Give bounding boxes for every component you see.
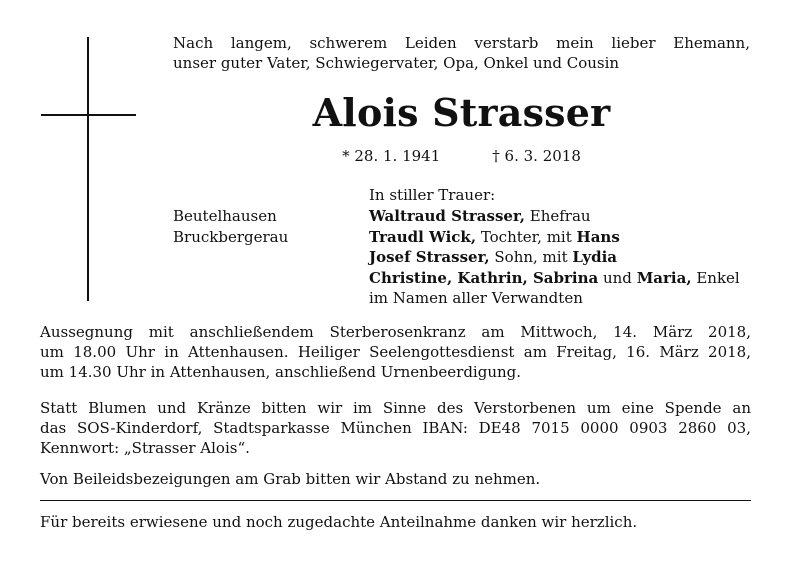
text-line: das SOS-Kinderdorf, Stadtsparkasse München IBAN: DE48 7015 0000 0903 2860 03, [40,419,751,437]
mourner-name: Christine, Kathrin, Sabrina [369,268,599,287]
mourning-label: In stiller Trauer: [369,186,496,204]
intro-line: Nach langem, schwerem Leiden verstarb mein lieber Ehemann, [173,34,750,52]
mourner-row: im Namen aller Verwandten [369,289,583,307]
mourner-relation: und [598,268,637,287]
mourners-list [369,206,751,309]
mourner-row [369,227,751,248]
mourner-name: Maria, [636,268,692,287]
text-line: Kennwort: „Strasser Alois“. [40,439,250,457]
mourner-name: Josef Strasser, [369,248,490,266]
mourner-name: Lydia [572,248,618,266]
cross-icon [87,37,89,301]
text-line: Aussegnung mit anschließendem Sterberosenkranz am Mittwoch, 14. März 2018, [40,323,751,341]
mourner-row [369,247,751,268]
text-line: um 14.30 Uhr in Attenhausen, anschließend Urnenbeerdigung. [40,363,522,381]
cross-icon-bar [41,114,136,116]
mourner-name: Traudl Wick, [369,227,477,246]
text-line: um 18.00 Uhr in Attenhausen. Heiliger Seelengottesdienst am Freitag, 16. März 2018, [40,343,751,361]
death-date: † 6. 3. 2018 [492,147,581,165]
donation-request [40,398,751,458]
deceased-name: Alois Strasser [312,90,611,135]
text-line: Von Beileidsbezeigungen am Grab bitten wir Abstand zu nehmen. [40,470,541,488]
intro-text [173,33,750,73]
places-list [173,206,288,247]
intro-line: unser guter Vater, Schwiegervater, Opa, Onkel und Cousin [173,54,620,72]
place: Beutelhausen [173,207,277,225]
mourner-relation: Sohn, mit [489,248,573,266]
funeral-details [40,322,751,382]
mourner-name: Hans [576,227,620,246]
mourner-name: Waltraud Strasser, [369,207,525,225]
mourner-row [369,206,751,227]
thanks-note: Für bereits erwiesene und noch zugedachte Anteilnahme danken wir herzlich. [40,513,638,531]
life-dates [173,146,750,166]
mourner-relation: Ehefrau [524,207,591,225]
birth-date: * 28. 1. 1941 [342,147,441,165]
mourner-relation: Tochter, mit [476,227,577,246]
mourner-relation: Enkel [691,268,740,287]
text-line: Statt Blumen und Kränze bitten wir im Sinne des Verstorbenen um eine Spende an [40,399,751,417]
condolence-note [40,469,751,489]
mourner-row [369,268,751,289]
divider [40,500,751,501]
place: Bruckbergerau [173,227,289,246]
